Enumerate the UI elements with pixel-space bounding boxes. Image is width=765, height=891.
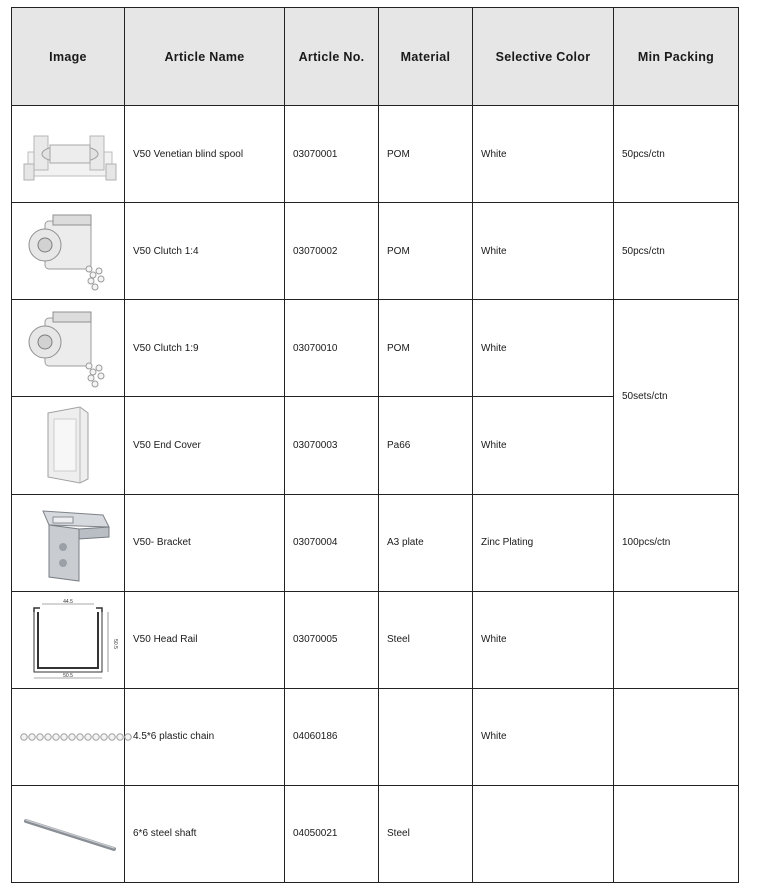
article-name: 6*6 steel shaft: [125, 785, 285, 882]
end-cover-photo: [38, 403, 98, 487]
article-no: 03070001: [285, 106, 379, 203]
material: Steel: [379, 591, 473, 688]
product-image-cell: [12, 591, 125, 688]
min-packing: 50pcs/ctn: [614, 106, 739, 203]
header-article-name: Article Name: [125, 8, 285, 106]
material: A3 plate: [379, 494, 473, 591]
article-no: 04050021: [285, 785, 379, 882]
material: POM: [379, 106, 473, 203]
selective-color: White: [473, 397, 614, 494]
min-packing: [614, 591, 739, 688]
selective-color: [473, 785, 614, 882]
article-name: V50 Clutch 1:4: [125, 203, 285, 300]
table-row: [12, 591, 739, 688]
min-packing: 50pcs/ctn: [614, 203, 739, 300]
product-image-cell: [12, 397, 125, 494]
table-row: [12, 106, 739, 203]
header-material: Material: [379, 8, 473, 106]
header-image: Image: [12, 8, 125, 106]
article-no: 04060186: [285, 688, 379, 785]
product-image-cell: [12, 688, 125, 785]
dimension-side: 50.5: [112, 638, 118, 649]
product-image-cell: [12, 106, 125, 203]
dimension-top: 44.5: [63, 598, 73, 605]
product-spec-table: [11, 7, 739, 883]
selective-color: White: [473, 106, 614, 203]
article-name: V50- Bracket: [125, 494, 285, 591]
venetian-blind-spool-photo: [20, 114, 120, 194]
clutch-photo: [23, 209, 113, 293]
article-name: V50 Venetian blind spool: [125, 106, 285, 203]
table-header-row: [12, 8, 739, 106]
min-packing: [614, 785, 739, 882]
material: POM: [379, 300, 473, 397]
steel-shaft-photo: [20, 809, 120, 859]
table-row: [12, 300, 739, 397]
min-packing: 100pcs/ctn: [614, 494, 739, 591]
header-selective-color: Selective Color: [473, 8, 614, 106]
material: Steel: [379, 785, 473, 882]
min-packing: 50sets/ctn: [614, 300, 739, 494]
head-rail-drawing: [20, 598, 116, 682]
bracket-photo: [23, 501, 113, 585]
article-no: 03070010: [285, 300, 379, 397]
article-name: V50 Clutch 1:9: [125, 300, 285, 397]
product-image-cell: [12, 203, 125, 300]
product-image-cell: [12, 494, 125, 591]
selective-color: White: [473, 591, 614, 688]
selective-color: Zinc Plating: [473, 494, 614, 591]
header-min-packing: Min Packing: [614, 8, 739, 106]
selective-color: White: [473, 203, 614, 300]
min-packing: [614, 688, 739, 785]
clutch-photo: [23, 306, 113, 390]
product-image-cell: [12, 300, 125, 397]
article-name: V50 End Cover: [125, 397, 285, 494]
material: Pa66: [379, 397, 473, 494]
header-article-no: Article No.: [285, 8, 379, 106]
article-no: 03070004: [285, 494, 379, 591]
article-no: 03070005: [285, 591, 379, 688]
dimension-bottom: 50.5: [63, 672, 73, 679]
material: POM: [379, 203, 473, 300]
article-no: 03070003: [285, 397, 379, 494]
article-name: V50 Head Rail: [125, 591, 285, 688]
material: [379, 688, 473, 785]
selective-color: White: [473, 300, 614, 397]
table-row: [12, 688, 739, 785]
plastic-chain-photo: [20, 722, 132, 752]
article-name: 4.5*6 plastic chain: [125, 688, 285, 785]
selective-color: White: [473, 688, 614, 785]
product-image-cell: [12, 785, 125, 882]
table-row: [12, 203, 739, 300]
table-row: [12, 785, 739, 882]
article-no: 03070002: [285, 203, 379, 300]
table-row: [12, 494, 739, 591]
